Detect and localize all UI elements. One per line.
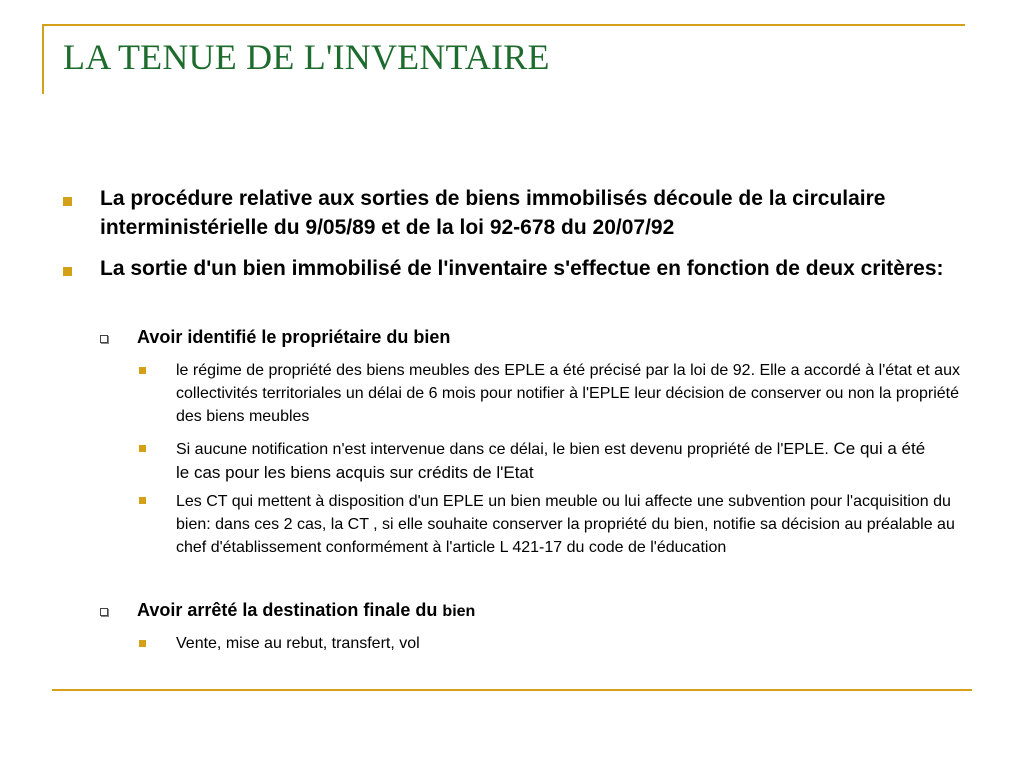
square-bullet-icon <box>63 267 72 276</box>
left-border-line <box>42 24 44 94</box>
slide-title: LA TENUE DE L'INVENTAIRE <box>63 37 550 77</box>
square-bullet-icon <box>139 445 146 452</box>
sub-bullet-label: Avoir arrêté la destination finale du <box>137 600 438 620</box>
bottom-border-line <box>52 689 972 691</box>
square-bullet-icon <box>139 497 146 504</box>
square-bullet-icon <box>139 367 146 374</box>
sub-bullet-text <box>137 598 957 624</box>
detail-text-part: Si aucune notification n'est intervenue dans ce délai, le bien est devenu propriété de l'EPLE. <box>176 441 829 458</box>
square-bullet-icon <box>63 197 72 206</box>
hollow-square-bullet-icon <box>100 608 108 616</box>
square-bullet-icon <box>139 640 146 647</box>
detail-text-tail: Ce qui a été le cas pour les biens acquis sur crédits de l'Etat <box>176 439 926 482</box>
detail-text: Vente, mise au rebut, transfert, vol <box>176 635 420 652</box>
bullet-text: La sortie d'un bien immobilisé de l'inventaire s'effectue en fonction de deux critères: <box>100 257 944 280</box>
top-border-line <box>42 24 965 26</box>
bullet-text: La procédure relative aux sorties de biens immobilisés découle de la circulaire interministérielle du 9/05/89 et de la loi 92-678 du 20/07/92 <box>100 187 886 239</box>
detail-text <box>176 437 936 485</box>
sub-bullet-label-tail: bien <box>442 603 476 620</box>
hollow-square-bullet-icon <box>100 335 108 343</box>
sub-bullet-text: Avoir identifié le propriétaire du bien <box>137 327 451 347</box>
detail-text: le régime de propriété des biens meubles des EPLE a été précisé par la loi de 92. Elle a accordé à l'état et aux collectivités territoriales un délai de 6 mois pour notifier à l'EPLE leur décision de conserver ou non la propriété des biens meubles <box>176 362 960 425</box>
detail-text: Les CT qui mettent à disposition d'un EPLE un bien meuble ou lui affecte une subvention pour l'acquisition du bien: dans ces 2 cas, la CT , si elle souhaite conserver la propriété du bien, notifie sa décision au préalable au chef d'établissement conformément à l'article L 421-17 du code de l'éducation <box>176 493 955 556</box>
